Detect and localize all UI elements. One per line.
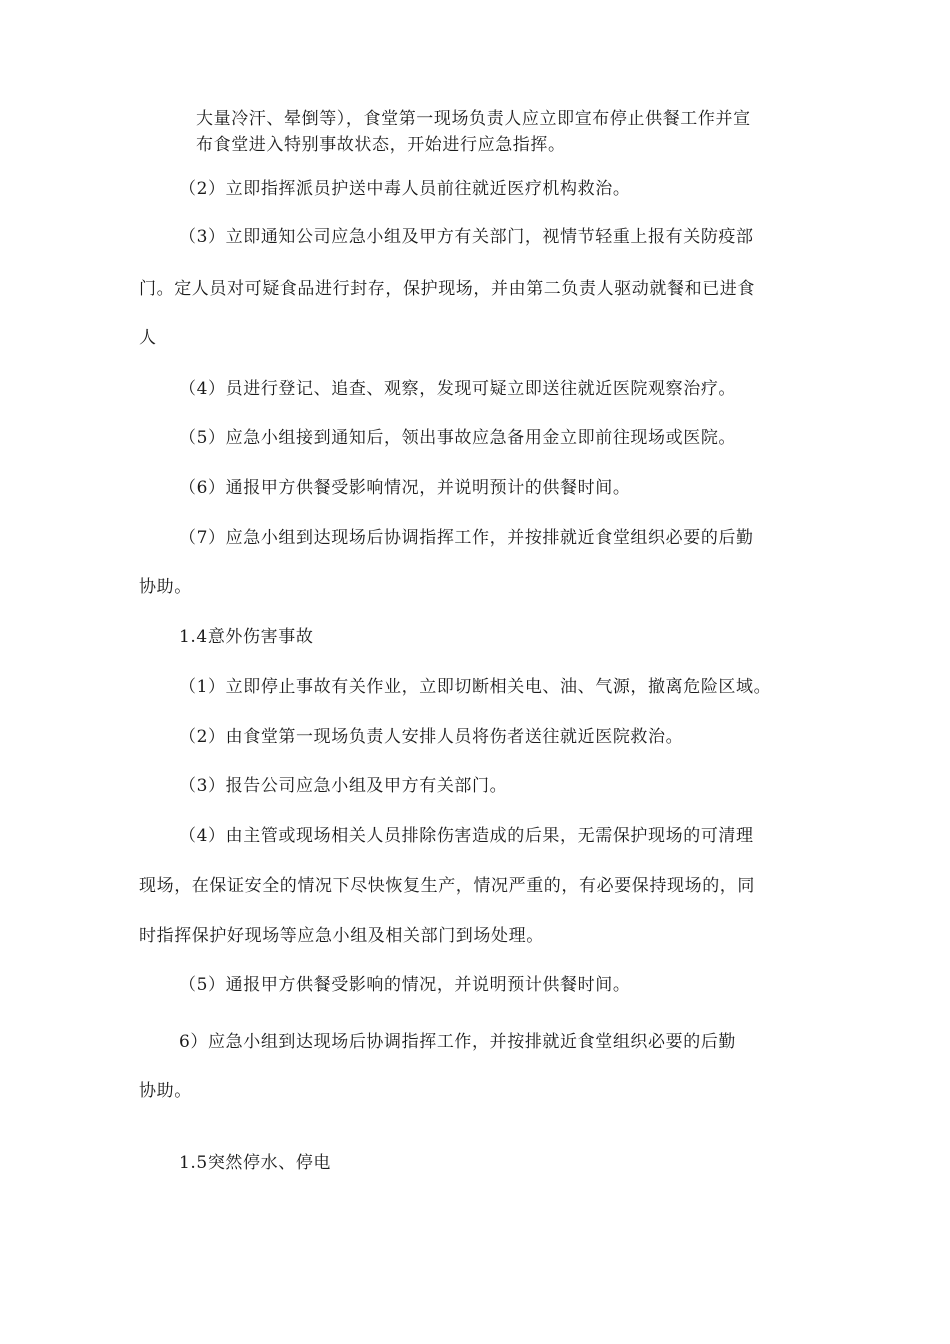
section-heading: 1.4意外伤害事故 <box>179 627 314 647</box>
section-heading: 1.5突然停水、停电 <box>179 1153 332 1173</box>
text-line: 布食堂进入特别事故状态，开始进行应急指挥。 <box>196 135 566 155</box>
text-line: 协助。 <box>139 577 192 597</box>
text-line: （1）立即停止事故有关作业，立即切断相关电、油、气源，撤离危险区域。 <box>179 677 772 697</box>
text-line: 人 <box>139 328 157 348</box>
text-line: （6）通报甲方供餐受影响情况，并说明预计的供餐时间。 <box>179 478 631 498</box>
text-line: （4）员进行登记、追查、观察，发现可疑立即送往就近医院观察治疗。 <box>179 379 737 399</box>
text-line: 6）应急小组到达现场后协调指挥工作，并按排就近食堂组织必要的后勤 <box>179 1032 737 1052</box>
text-line: 门。定人员对可疑食品进行封存，保护现场，并由第二负责人驱动就餐和已进食 <box>139 279 755 299</box>
text-line: 协助。 <box>139 1081 192 1101</box>
text-line: （7）应急小组到达现场后协调指挥工作，并按排就近食堂组织必要的后勤 <box>179 528 754 548</box>
text-line: （2）由食堂第一现场负责人安排人员将伤者送往就近医院救治。 <box>179 727 684 747</box>
text-line: （4）由主管或现场相关人员排除伤害造成的后果，无需保护现场的可清理 <box>179 826 754 846</box>
text-line: （5）应急小组接到通知后，领出事故应急备用金立即前往现场或医院。 <box>179 428 737 448</box>
text-line: （2）立即指挥派员护送中毒人员前往就近医疗机构救治。 <box>179 179 631 199</box>
text-line: （3）立即通知公司应急小组及甲方有关部门，视情节轻重上报有关防疫部 <box>179 227 754 247</box>
text-line: 时指挥保护好现场等应急小组及相关部门到场处理。 <box>139 926 544 946</box>
text-line: 现场，在保证安全的情况下尽快恢复生产，情况严重的，有必要保持现场的，同 <box>139 876 755 896</box>
text-line: （5）通报甲方供餐受影响的情况，并说明预计供餐时间。 <box>179 975 631 995</box>
text-line: （3）报告公司应急小组及甲方有关部门。 <box>179 776 508 796</box>
text-line: 大量冷汗、晕倒等），食堂第一现场负责人应立即宣布停止供餐工作并宣 <box>196 109 751 129</box>
